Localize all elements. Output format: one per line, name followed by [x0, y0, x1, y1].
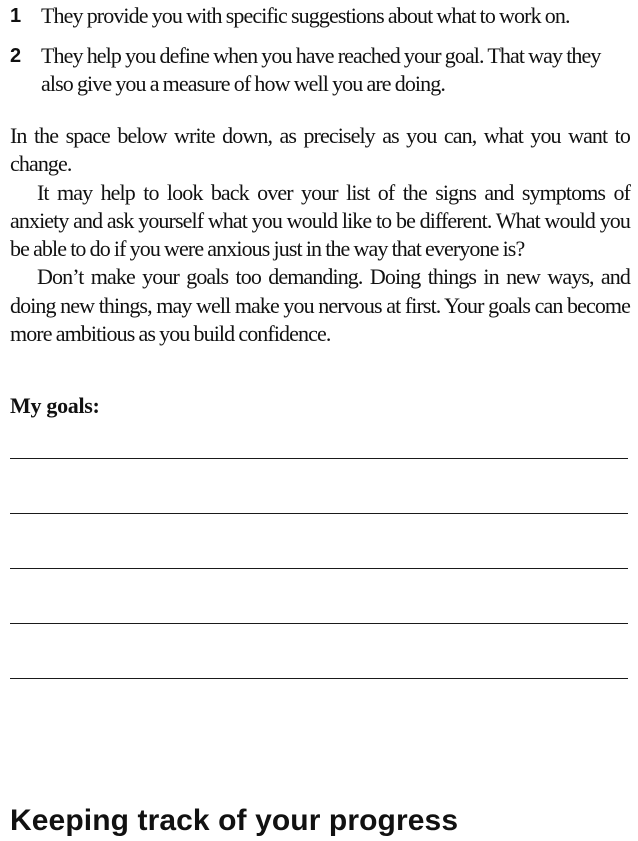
writing-line: [10, 458, 628, 459]
list-item-text: They help you define when you have reached your goal. That way they also give you a measure of how well you are doing.: [41, 43, 601, 96]
writing-line: [10, 513, 628, 514]
document-page: [10, 0, 630, 733]
numbered-list: [10, 2, 630, 98]
goals-heading: My goals:: [10, 393, 100, 419]
paragraph: Don’t make your goals too demanding. Doing things in new ways, and doing new things, may well make you nervous at first. Your goals can become more ambitious as you build confidence.: [10, 264, 630, 347]
writing-line: [10, 623, 628, 624]
list-item-number: 1: [10, 5, 22, 27]
paragraph: It may help to look back over your list of the signs and symptoms of anxiety and ask yourself what you would like to be different. What would you be able to do if you were anxious just in the way that everyone is?: [10, 179, 630, 262]
goal-writing-lines: [10, 458, 630, 679]
list-item: [10, 42, 630, 98]
writing-line: [10, 678, 628, 679]
writing-line: [10, 568, 628, 569]
body-text: [10, 122, 630, 348]
list-item-text: They provide you with specific suggestions about what to work on.: [41, 3, 570, 28]
section-heading: Keeping track of your progress: [10, 804, 459, 837]
list-item: [10, 2, 630, 30]
paragraph: In the space below write down, as precisely as you can, what you want to change.: [10, 123, 630, 177]
list-item-number: 2: [10, 45, 22, 67]
